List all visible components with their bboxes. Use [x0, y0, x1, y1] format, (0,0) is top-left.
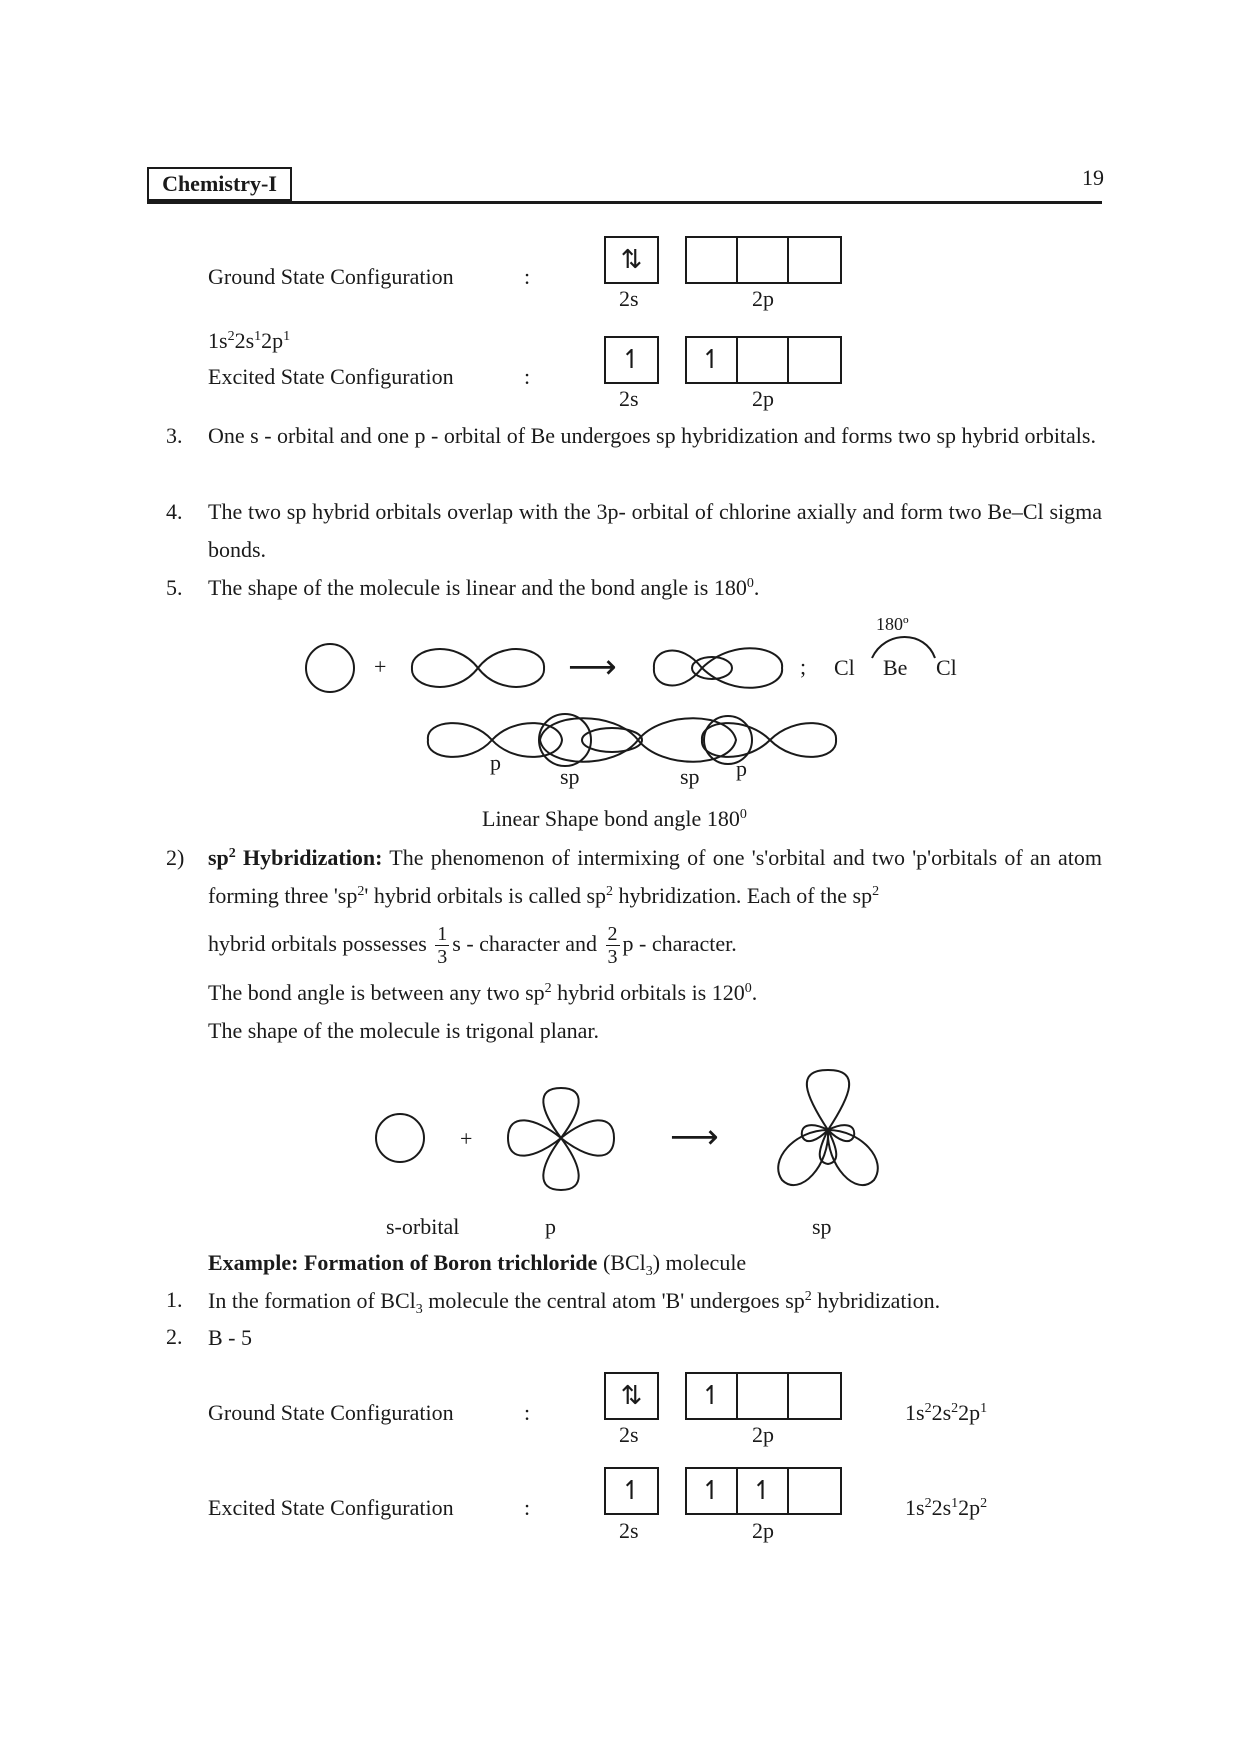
sp2-orbitals-shape	[778, 1070, 878, 1185]
orbital-cell	[789, 1469, 840, 1513]
p-orbital-shape	[412, 649, 544, 687]
b-excited-2s-box	[604, 1467, 659, 1515]
cl-left: Cl	[834, 655, 855, 680]
be-ground-2p-box	[685, 236, 842, 284]
section-number: 2)	[166, 845, 185, 870]
label-p-right: p	[736, 756, 747, 781]
sp-orbital-shape	[654, 648, 782, 688]
label-sp-left: sp	[560, 764, 580, 789]
point-number: 5.	[166, 575, 183, 600]
b-ground-2s-box	[604, 1372, 659, 1420]
page-number: 19	[1082, 165, 1104, 190]
b-ground-label: Ground State Configuration	[208, 1400, 454, 1425]
point-text: In the formation of BCl$_3$ molecule the central atom 'B' undergoes $sp^2$ hybridization.	[208, 1288, 941, 1317]
point-text: The shape of the molecule is linear and the bond angle is $180^0$.	[208, 575, 760, 600]
plus-sign: +	[460, 1126, 473, 1151]
b-excited-colon: :	[524, 1495, 531, 1520]
be-excited-2p-label: 2p	[752, 386, 774, 411]
point-text: One s - orbital and one p - orbital of Be undergoes sp hybridization and forms two sp hybrid orbitals.	[208, 423, 1096, 448]
point-number: 1.	[166, 1287, 183, 1312]
arrow-icon: ⟶	[568, 647, 617, 687]
label-sp: sp	[812, 1214, 832, 1239]
label-p-left: p	[490, 750, 501, 775]
point-number: 4.	[166, 499, 183, 524]
sp2-shape: The shape of the molecule is trigonal planar.	[208, 1018, 599, 1043]
sp2-bond-angle: The bond angle is between any two $sp^2$ hybrid orbitals is $120^0$.	[208, 980, 758, 1005]
be-excited-notation: $1s^22s^12p^1$	[208, 328, 291, 353]
sp2-definition: $sp^2$ Hybridization: The phenomenon of intermixing of one 's'orbital and two 'p'orbitals of an atom forming three '$sp^2$' hybrid orbitals is called $sp^2$ hybridization. Each of the $sp^2$	[208, 845, 1102, 908]
be-excited-2s-label: 2s	[619, 386, 639, 411]
point-text: B - 5	[208, 1325, 252, 1350]
label-s-orbital: s-orbital	[386, 1214, 460, 1239]
be-atom: Be	[883, 655, 908, 680]
overlap-orbital-middle	[540, 718, 736, 762]
semicolon: ;	[800, 654, 807, 679]
orbital-cell	[789, 338, 840, 382]
b-excited-label: Excited State Configuration	[208, 1495, 454, 1520]
overlap-orbital-right	[702, 723, 836, 757]
orbital-cell: ⇅	[620, 245, 643, 275]
point-number: 3.	[166, 423, 183, 448]
plus-sign: +	[374, 654, 387, 679]
sp-small-lobe	[692, 657, 732, 679]
label-p: p	[545, 1214, 556, 1239]
orbital-cell: ↿	[620, 1476, 643, 1506]
orbital-cell	[789, 238, 840, 282]
s-orbital-shape	[376, 1114, 424, 1162]
be-excited-2p-box	[685, 336, 842, 384]
orbital-cell: ⇅	[620, 1381, 643, 1411]
b-excited-2s-label: 2s	[619, 1518, 639, 1543]
header-rule	[147, 201, 1102, 204]
b-ground-colon: :	[524, 1400, 531, 1425]
orbital-cell	[738, 338, 789, 382]
orbital-cell: ↿	[738, 1469, 789, 1513]
b-ground-2p-label: 2p	[752, 1422, 774, 1447]
orbital-cell: ↿	[687, 1469, 738, 1513]
cl-right: Cl	[936, 655, 957, 680]
angle-label: 180º	[876, 614, 909, 634]
orbital-cell	[738, 238, 789, 282]
sp-caption: Linear Shape bond angle $180^0$	[482, 806, 747, 831]
point-text: The two sp hybrid orbitals overlap with the 3p- orbital of chlorine axially and form two Be–Cl sigma bonds.	[208, 499, 1102, 562]
s-orbital-shape	[306, 644, 354, 692]
be-ground-2p-label: 2p	[752, 286, 774, 311]
example-heading: Example: Formation of Boron trichloride (BCl$_3$) molecule	[208, 1250, 747, 1279]
point-number: 2.	[166, 1324, 183, 1349]
be-excited-label: Excited State Configuration	[208, 364, 454, 389]
b-excited-2p-box	[685, 1467, 842, 1515]
orbital-cell: ↿	[620, 345, 643, 375]
overlap-inner-lobe	[582, 728, 642, 752]
label-sp-right: sp	[680, 764, 700, 789]
be-ground-label: Ground State Configuration	[208, 264, 454, 289]
b-excited-2p-label: 2p	[752, 1518, 774, 1543]
b-ground-2s-label: 2s	[619, 1422, 639, 1447]
fraction-one-third: $\frac{1}{3}$	[437, 923, 448, 969]
header-title: Chemistry-I	[147, 167, 292, 201]
orbital-cell	[738, 1374, 789, 1418]
orbital-cell	[687, 238, 738, 282]
be-ground-2s-label: 2s	[619, 286, 639, 311]
b-excited-notation: $1s^22s^12p^2$	[905, 1495, 988, 1520]
p-orbitals-shape	[508, 1088, 614, 1190]
fraction-two-thirds: $\frac{2}{3}$	[607, 923, 618, 969]
be-ground-colon: :	[524, 264, 531, 289]
be-ground-2s-box	[604, 236, 659, 284]
be-excited-2s-box	[604, 336, 659, 384]
b-ground-notation: $1s^22s^22p^1$	[905, 1400, 988, 1425]
be-excited-colon: :	[524, 364, 531, 389]
orbital-cell	[789, 1374, 840, 1418]
b-ground-2p-box	[685, 1372, 842, 1420]
orbital-cell: ↿	[687, 338, 738, 382]
overlap-lobe	[539, 714, 591, 766]
sp2-character-line: hybrid orbitals possesses $\frac{1}{3}$ s - character and $\frac{2}{3}$ p - character.	[208, 923, 737, 969]
arrow-icon: ⟶	[670, 1117, 719, 1157]
orbital-cell: ↿	[687, 1374, 738, 1418]
